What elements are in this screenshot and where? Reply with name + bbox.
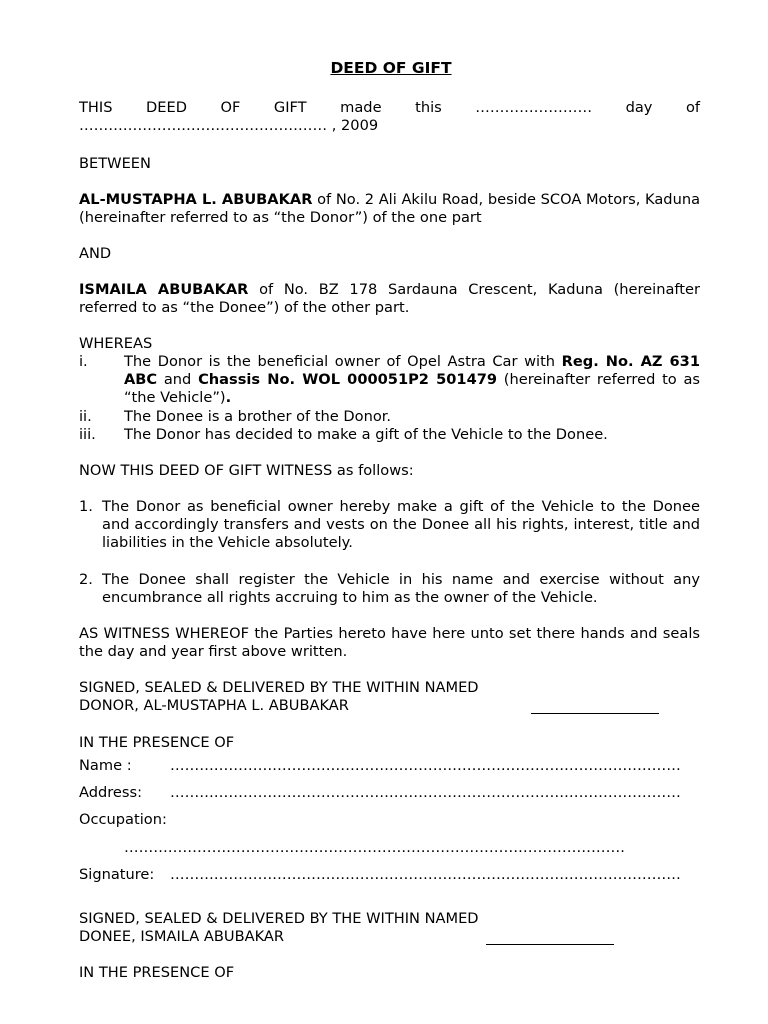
donee-signature-line[interactable] <box>486 944 614 945</box>
clause-item <box>79 571 700 607</box>
recital-number: iii. <box>79 426 96 443</box>
clause-number: 2. <box>79 571 93 588</box>
donor-signature-block: SIGNED, SEALED & DELIVERED BY THE WITHIN NAMED DONOR, AL-MUSTAPHA L. ABUBAKAR <box>79 679 479 714</box>
donor-signature-line[interactable] <box>531 713 659 714</box>
intro-paragraph <box>79 99 700 135</box>
address-label: Address: <box>79 784 143 801</box>
donee-signature-block: SIGNED, SEALED & DELIVERED BY THE WITHIN NAMED DONEE, ISMAILA ABUBAKAR <box>79 910 479 945</box>
occupation-field[interactable]: …………………………………………………………………………………………. <box>124 839 625 856</box>
donee-name: ISMAILA ABUBAKAR <box>79 281 249 298</box>
document-title: DEED OF GIFT <box>330 59 452 77</box>
presence-heading-2: IN THE PRESENCE OF <box>79 964 235 981</box>
between-heading: BETWEEN <box>79 155 151 172</box>
name-label: Name : <box>79 757 132 774</box>
donor-paragraph: AL-MUSTAPHA L. ABUBAKAR of No. 2 Ali Akilu Road, beside SCOA Motors, Kaduna (hereinafter referred to as “the Donor”) of the one part <box>79 191 701 226</box>
recital-item <box>79 426 700 444</box>
attestation-paragraph: AS WITNESS WHEREOF the Parties hereto have here unto set there hands and seals the day and year first above written. <box>79 625 700 660</box>
donee-paragraph: ISMAILA ABUBAKAR of No. BZ 178 Sardauna Crescent, Kaduna (hereinafter referred to as “the Donee”) of the other part. <box>79 281 700 316</box>
recital-number: i. <box>79 353 88 370</box>
address-field[interactable]: …………………………………………………………………………………………… <box>170 784 681 801</box>
intro-line-2: …………………………………………… , 2009 <box>79 117 379 134</box>
name-field[interactable]: …………………………………………………………………………………………… <box>170 757 681 774</box>
recital-item <box>79 408 700 426</box>
occupation-label: Occupation: <box>79 811 167 828</box>
presence-heading-1: IN THE PRESENCE OF <box>79 734 235 751</box>
intro-line-1: THIS DEED OF GIFT made this …………………… day of <box>79 99 701 116</box>
clause-item <box>79 498 700 552</box>
recital-text: The Donor is the beneficial owner of Opel Astra Car with Reg. No. AZ 631 ABC and Chassis No. WOL 000051P2 501479 (hereinafter referred to as “the Vehicle”). <box>124 353 701 406</box>
witness-intro: NOW THIS DEED OF GIFT WITNESS as follows: <box>79 462 414 479</box>
clause-number: 1. <box>79 498 93 515</box>
clause-text: The Donee shall register the Vehicle in his name and exercise without any encumbrance all rights accruing to him as the owner of the Vehicle. <box>102 571 700 606</box>
signature-field[interactable]: …………………………………………………………………………………………… <box>170 866 681 883</box>
recital-text: The Donor has decided to make a gift of the Vehicle to the Donee. <box>124 426 608 443</box>
and-heading: AND <box>79 245 112 262</box>
signature-label: Signature: <box>79 866 155 883</box>
whereas-heading: WHEREAS <box>79 335 153 352</box>
clause-text: The Donor as beneficial owner hereby make a gift of the Vehicle to the Donee and accordingly transfers and vests on the Donee all his rights, interest, title and liabilities in the Vehicle absolutely. <box>102 498 700 551</box>
recital-text: The Donee is a brother of the Donor. <box>124 408 392 425</box>
recital-item <box>79 353 700 407</box>
donor-name: AL-MUSTAPHA L. ABUBAKAR <box>79 191 313 208</box>
recital-number: ii. <box>79 408 92 425</box>
day-blank: …………………… <box>475 99 593 116</box>
